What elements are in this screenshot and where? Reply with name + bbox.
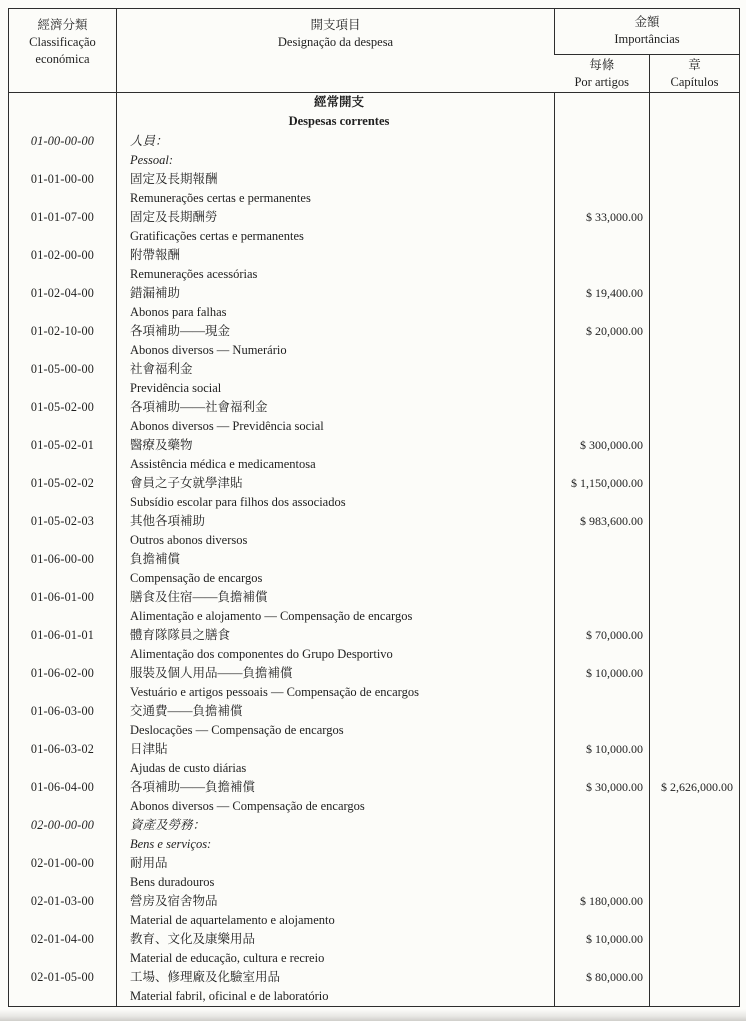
row-description: [117, 284, 555, 322]
row-description: [117, 968, 555, 1007]
row-desc-zh: 會員之子女就學津貼: [130, 475, 243, 490]
table-row: [9, 930, 740, 968]
row-code: 01-02-00-00: [30, 247, 95, 262]
header-amount-pt: Importâncias: [614, 32, 680, 46]
empty-article-cell: [555, 93, 650, 132]
row-amount-chapter: [650, 284, 740, 322]
section-title-pt: Despesas correntes: [288, 114, 390, 128]
row-description: [117, 550, 555, 588]
row-code: 02-01-00-00: [30, 855, 95, 870]
row-description: [117, 398, 555, 436]
row-desc-pt: Remunerações acessórias: [130, 266, 258, 281]
row-amount-article: $ 80,000.00: [555, 968, 650, 1007]
row-amount-article: [555, 816, 650, 854]
table-row: [9, 360, 740, 398]
row-desc-pt: Bens duradouros: [130, 874, 215, 889]
table-row: [9, 474, 740, 512]
row-desc-pt: Abonos diversos — Numerário: [130, 342, 287, 357]
section-heading-row: [9, 93, 740, 132]
row-desc-pt: Subsídio escolar para filhos dos associados: [130, 494, 346, 509]
row-description: [117, 892, 555, 930]
row-amount-article: $ 19,400.00: [555, 284, 650, 322]
row-description: [117, 436, 555, 474]
row-amount-article: $ 10,000.00: [555, 664, 650, 702]
row-desc-zh: 教育、文化及康樂用品: [130, 931, 256, 946]
header-per-article-pt: Por artigos: [574, 75, 629, 89]
row-desc-zh: 各項補助——現金: [130, 323, 231, 338]
row-description: [117, 132, 555, 170]
row-description: [117, 246, 555, 284]
row-desc-pt: Assistência médica e medicamentosa: [130, 456, 316, 471]
row-amount-chapter: [650, 322, 740, 360]
row-code: 01-06-03-02: [30, 741, 95, 756]
row-amount-chapter: [650, 398, 740, 436]
row-description: [117, 854, 555, 892]
row-description: [117, 778, 555, 816]
row-amount-article: [555, 132, 650, 170]
row-amount-article: $ 30,000.00: [555, 778, 650, 816]
row-desc-pt: Abonos para falhas: [130, 304, 227, 319]
row-desc-pt: Alimentação dos componentes do Grupo Desportivo: [130, 646, 393, 661]
row-description: [117, 740, 555, 778]
table-row: [9, 398, 740, 436]
table-row: [9, 436, 740, 474]
row-code: 01-06-03-00: [30, 703, 95, 718]
empty-code-cell: [9, 93, 117, 132]
row-desc-pt: Pessoal:: [130, 152, 174, 167]
table-row: [9, 854, 740, 892]
table-row: [9, 170, 740, 208]
row-desc-zh: 負擔補償: [130, 551, 181, 566]
row-amount-article: [555, 170, 650, 208]
row-amount-article: [555, 550, 650, 588]
header-designation: [117, 9, 555, 93]
row-desc-pt: Bens e serviços:: [130, 836, 212, 851]
section-title-zh: 經常開支: [313, 95, 364, 109]
row-desc-pt: Abonos diversos — Compensação de encargos: [130, 798, 365, 813]
row-code: 02-00-00-00: [30, 817, 95, 832]
row-amount-article: [555, 360, 650, 398]
row-desc-zh: 日津貼: [130, 741, 168, 756]
row-description: [117, 208, 555, 246]
row-code: 02-01-05-00: [30, 969, 95, 984]
row-amount-chapter: [650, 208, 740, 246]
header-amount: [555, 9, 740, 55]
table-row: [9, 588, 740, 626]
table-row: [9, 740, 740, 778]
row-amount-chapter: [650, 360, 740, 398]
row-description: [117, 816, 555, 854]
row-desc-zh: 各項補助——負擔補償: [130, 779, 256, 794]
row-code: 01-05-00-00: [30, 361, 95, 376]
row-description: [117, 360, 555, 398]
row-amount-chapter: [650, 892, 740, 930]
row-desc-pt: Alimentação e alojamento — Compensação de encargos: [130, 608, 413, 623]
row-code: 01-00-00-00: [30, 133, 95, 148]
row-desc-zh: 醫療及藥物: [130, 437, 193, 452]
row-desc-zh: 附帶報酬: [130, 247, 181, 262]
row-amount-article: $ 983,600.00: [555, 512, 650, 550]
row-desc-zh: 錯漏補助: [130, 285, 181, 300]
row-desc-zh: 工場、修理廠及化驗室用品: [130, 969, 281, 984]
row-code: 01-06-01-00: [30, 589, 95, 604]
row-amount-chapter: [650, 170, 740, 208]
row-desc-pt: Compensação de encargos: [130, 570, 263, 585]
row-desc-zh: 固定及長期報酬: [130, 171, 218, 186]
row-code: 01-05-02-03: [30, 513, 95, 528]
row-description: [117, 170, 555, 208]
row-amount-article: $ 180,000.00: [555, 892, 650, 930]
row-code: 01-05-02-00: [30, 399, 95, 414]
row-code: 01-06-00-00: [30, 551, 95, 566]
header-chapter: [650, 55, 740, 93]
row-amount-article: $ 33,000.00: [555, 208, 650, 246]
row-desc-zh: 耐用品: [130, 855, 168, 870]
row-desc-zh: 人員：: [130, 133, 168, 148]
row-code: 01-05-02-01: [30, 437, 95, 452]
row-description: [117, 702, 555, 740]
table-row: [9, 246, 740, 284]
row-desc-zh: 服裝及個人用品——負擔補償: [130, 665, 293, 680]
header-chapter-pt: Capítulos: [670, 75, 719, 89]
row-amount-article: $ 10,000.00: [555, 930, 650, 968]
row-amount-article: [555, 246, 650, 284]
row-amount-article: $ 20,000.00: [555, 322, 650, 360]
table-row: [9, 284, 740, 322]
row-amount-chapter: [650, 436, 740, 474]
row-code: 01-06-01-01: [30, 627, 95, 642]
row-code: 02-01-04-00: [30, 931, 95, 946]
table-row: [9, 512, 740, 550]
row-description: [117, 626, 555, 664]
row-amount-article: $ 70,000.00: [555, 626, 650, 664]
budget-table: [8, 8, 740, 1007]
header-designation-pt: Designação da despesa: [277, 35, 394, 49]
section-title-cell: [117, 93, 555, 132]
header-economic-classification: [9, 9, 117, 93]
row-code: 01-05-02-02: [30, 475, 95, 490]
row-desc-pt: Ajudas de custo diárias: [130, 760, 247, 775]
row-code: 02-01-03-00: [30, 893, 95, 908]
row-desc-pt: Material de educação, cultura e recreio: [130, 950, 325, 965]
row-desc-zh: 其他各項補助: [130, 513, 206, 528]
row-desc-pt: Vestuário e artigos pessoais — Compensação de encargos: [130, 684, 419, 699]
table-row: [9, 664, 740, 702]
row-desc-pt: Material de aquartelamento e alojamento: [130, 912, 335, 927]
row-amount-chapter: [650, 702, 740, 740]
empty-chapter-cell: [650, 93, 740, 132]
row-desc-pt: Previdência social: [130, 380, 222, 395]
table-row: [9, 702, 740, 740]
row-amount-chapter: [650, 664, 740, 702]
header-economic-pt: Classificação económica: [29, 35, 96, 66]
header-designation-zh: 開支項目: [310, 18, 361, 32]
row-desc-zh: 交通費——負擔補償: [130, 703, 243, 718]
row-amount-article: [555, 398, 650, 436]
row-description: [117, 588, 555, 626]
row-desc-pt: Outros abonos diversos: [130, 532, 248, 547]
header-per-article: [555, 55, 650, 93]
row-code: 01-02-10-00: [30, 323, 95, 338]
table-body: [9, 93, 740, 1007]
row-amount-article: [555, 854, 650, 892]
table-row: [9, 132, 740, 170]
row-desc-zh: 資產及勞務：: [130, 817, 206, 832]
row-desc-zh: 體育隊隊員之膳食: [130, 627, 231, 642]
row-code: 01-06-02-00: [30, 665, 95, 680]
table-row: [9, 968, 740, 1007]
row-desc-pt: Deslocações — Compensação de encargos: [130, 722, 344, 737]
table-row: [9, 892, 740, 930]
row-description: [117, 512, 555, 550]
table-row: [9, 816, 740, 854]
row-desc-zh: 營房及宿舍物品: [130, 893, 218, 908]
row-amount-article: $ 1,150,000.00: [555, 474, 650, 512]
row-amount-chapter: [650, 512, 740, 550]
row-amount-article: $ 10,000.00: [555, 740, 650, 778]
row-amount-chapter: [650, 854, 740, 892]
row-amount-chapter: [650, 740, 740, 778]
row-amount-article: $ 300,000.00: [555, 436, 650, 474]
row-amount-chapter: [650, 132, 740, 170]
scan-edge-artifact: [0, 1009, 746, 1021]
header-per-article-zh: 每條: [589, 58, 615, 72]
header-chapter-zh: 章: [688, 58, 701, 72]
table-row: [9, 626, 740, 664]
row-desc-zh: 膳食及住宿——負擔補償: [130, 589, 268, 604]
row-amount-chapter: [650, 474, 740, 512]
row-amount-article: [555, 702, 650, 740]
row-amount-chapter: $ 2,626,000.00: [650, 778, 740, 816]
row-desc-pt: Remunerações certas e permanentes: [130, 190, 311, 205]
table-header: [9, 9, 740, 93]
row-description: [117, 664, 555, 702]
row-amount-chapter: [650, 816, 740, 854]
row-desc-zh: 固定及長期酬勞: [130, 209, 218, 224]
row-amount-chapter: [650, 246, 740, 284]
row-code: 01-01-00-00: [30, 171, 95, 186]
row-desc-pt: Abonos diversos — Previdência social: [130, 418, 324, 433]
row-code: 01-06-04-00: [30, 779, 95, 794]
row-amount-chapter: [650, 968, 740, 1007]
row-description: [117, 474, 555, 512]
row-code: 01-02-04-00: [30, 285, 95, 300]
row-amount-chapter: [650, 930, 740, 968]
header-amount-zh: 金額: [634, 15, 660, 29]
row-amount-chapter: [650, 550, 740, 588]
table-row: [9, 208, 740, 246]
row-description: [117, 930, 555, 968]
row-amount-chapter: [650, 588, 740, 626]
row-desc-pt: Gratificações certas e permanentes: [130, 228, 304, 243]
row-amount-article: [555, 588, 650, 626]
row-description: [117, 322, 555, 360]
row-desc-pt: Material fabril, oficinal e de laboratório: [130, 988, 329, 1003]
row-code: 01-01-07-00: [30, 209, 95, 224]
row-desc-zh: 各項補助——社會福利金: [130, 399, 268, 414]
table-row: [9, 778, 740, 816]
row-amount-chapter: [650, 626, 740, 664]
table-row: [9, 550, 740, 588]
header-economic-zh: 經濟分類: [37, 18, 88, 32]
table-row: [9, 322, 740, 360]
row-desc-zh: 社會福利金: [130, 361, 193, 376]
